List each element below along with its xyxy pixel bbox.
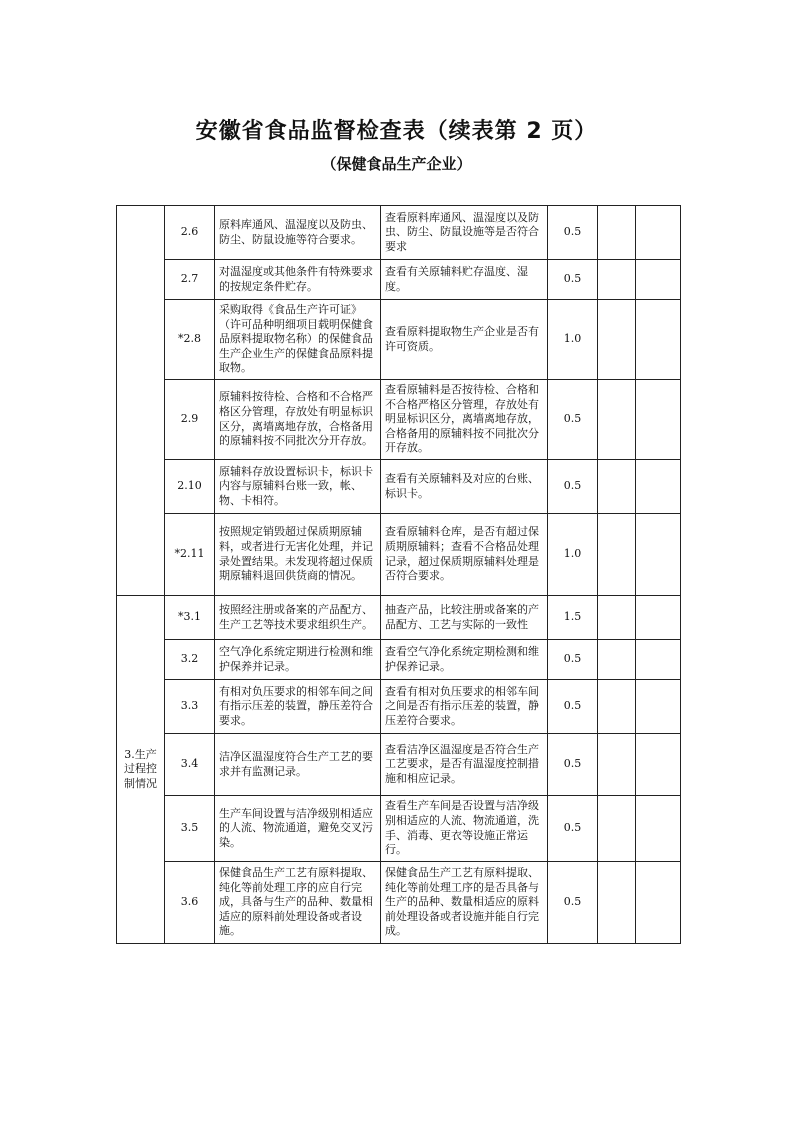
score-value: 0.5 (548, 206, 598, 260)
requirement-text: 按照经注册或备案的产品配方、生产工艺等技术要求组织生产。 (215, 596, 381, 640)
score-value: 0.5 (548, 380, 598, 460)
requirement-text: 对温湿度或其他条件有特殊要求的按规定条件贮存。 (215, 260, 381, 300)
requirement-text: 按照规定销毁超过保质期原辅料，或者进行无害化处理，并记录处置结果。未发现将超过保质期原辅料退回供货商的情况。 (215, 514, 381, 596)
score-value: 0.5 (548, 680, 598, 734)
table-row (117, 300, 681, 380)
item-number: 2.6 (165, 206, 215, 260)
requirement-text: 生产车间设置与洁净级别相适应的人流、物流通道，避免交叉污染。 (215, 796, 381, 862)
score-value: 0.5 (548, 640, 598, 680)
item-number: 2.7 (165, 260, 215, 300)
requirement-text: 保健食品生产工艺有原料提取、纯化等前处理工序的应自行完成，具备与生产的品种、数量相适应的原料前处理设备或者设施。 (215, 862, 381, 944)
item-number: 3.5 (165, 796, 215, 862)
inspection-method-text: 查看有相对负压要求的相邻车间之间是否有指示压差的装置，静压差符合要求。 (381, 680, 548, 734)
inspection-table (116, 205, 681, 944)
score-value: 0.5 (548, 460, 598, 514)
score-value: 0.5 (548, 734, 598, 796)
table-row (117, 514, 681, 596)
item-number: 3.6 (165, 862, 215, 944)
table-row (117, 734, 681, 796)
requirement-text: 原料库通风、温湿度以及防虫、防尘、防鼠设施等符合要求。 (215, 206, 381, 260)
page-title: 安徽省食品监督检查表（续表第 2 页） (195, 119, 598, 144)
requirement-text: 原辅料存放设置标识卡，标识卡内容与原辅料台账一致，帐、物、卡相符。 (215, 460, 381, 514)
remark-cell (636, 862, 681, 944)
page-subtitle: （保健食品生产企业） (321, 155, 472, 173)
result-cell (598, 300, 636, 380)
table-row (117, 206, 681, 260)
score-value: 0.5 (548, 260, 598, 300)
category-cell-3: 3.生产过程控制情况 (117, 596, 165, 944)
inspection-method-text: 查看空气净化系统定期检测和维护保养记录。 (381, 640, 548, 680)
inspection-method-text: 查看原辅料仓库，是否有超过保质期原辅料；查看不合格品处理记录，超过保质期原辅料处理是否符合要求。 (381, 514, 548, 596)
remark-cell (636, 300, 681, 380)
inspection-method-text: 查看洁净区温湿度是否符合生产工艺要求，是否有温湿度控制措施和相应记录。 (381, 734, 548, 796)
requirement-text: 洁净区温湿度符合生产工艺的要求并有监测记录。 (215, 734, 381, 796)
score-value: 0.5 (548, 796, 598, 862)
item-number: 3.3 (165, 680, 215, 734)
result-cell (598, 796, 636, 862)
inspection-method-text: 查看生产车间是否设置与洁净级别相适应的人流、物流通道，洗手、消毒、更衣等设施正常运行。 (381, 796, 548, 862)
remark-cell (636, 260, 681, 300)
item-number: 3.2 (165, 640, 215, 680)
remark-cell (636, 460, 681, 514)
result-cell (598, 260, 636, 300)
table-row (117, 596, 681, 640)
item-number: *2.11 (165, 514, 215, 596)
remark-cell (636, 640, 681, 680)
result-cell (598, 460, 636, 514)
table-row (117, 862, 681, 944)
score-value: 0.5 (548, 862, 598, 944)
score-value: 1.0 (548, 514, 598, 596)
requirement-text: 采购取得《食品生产许可证》（许可品种明细项目载明保健食品原料提取物名称）的保健食品生产企业生产的保健食品原料提取物。 (215, 300, 381, 380)
requirement-text: 空气净化系统定期进行检测和维护保养并记录。 (215, 640, 381, 680)
inspection-method-text: 查看原辅料是否按待检、合格和不合格严格区分管理，存放处有明显标识区分，离墙离地存放，合格备用的原辅料按不同批次分开存放。 (381, 380, 548, 460)
item-number: 3.4 (165, 734, 215, 796)
inspection-method-text: 查看原料库通风、温湿度以及防虫、防尘、防鼠设施等是否符合要求 (381, 206, 548, 260)
table-row (117, 796, 681, 862)
result-cell (598, 596, 636, 640)
result-cell (598, 640, 636, 680)
result-cell (598, 206, 636, 260)
item-number: 2.9 (165, 380, 215, 460)
requirement-text: 原辅料按待检、合格和不合格严格区分管理，存放处有明显标识区分，离墙离地存放，合格备用的原辅料按不同批次分开存放。 (215, 380, 381, 460)
result-cell (598, 380, 636, 460)
item-number: *3.1 (165, 596, 215, 640)
score-value: 1.5 (548, 596, 598, 640)
inspection-method-text: 查看原料提取物生产企业是否有许可资质。 (381, 300, 548, 380)
result-cell (598, 680, 636, 734)
inspection-method-text: 查看有关原辅料及对应的台账、标识卡。 (381, 460, 548, 514)
result-cell (598, 734, 636, 796)
inspection-method-text: 保健食品生产工艺有原料提取、纯化等前处理工序的是否具备与生产的品种、数量相适应的原料前处理设备或者设施并能自行完成。 (381, 862, 548, 944)
remark-cell (636, 206, 681, 260)
inspection-method-text: 查看有关原辅料贮存温度、湿度。 (381, 260, 548, 300)
inspection-method-text: 抽查产品，比较注册或备案的产品配方、工艺与实际的一致性 (381, 596, 548, 640)
table-row (117, 460, 681, 514)
item-number: 2.10 (165, 460, 215, 514)
remark-cell (636, 380, 681, 460)
table-row (117, 380, 681, 460)
remark-cell (636, 734, 681, 796)
table-row (117, 260, 681, 300)
table-row (117, 680, 681, 734)
remark-cell (636, 796, 681, 862)
remark-cell (636, 596, 681, 640)
score-value: 1.0 (548, 300, 598, 380)
category-cell-2 (117, 206, 165, 596)
table-row (117, 640, 681, 680)
remark-cell (636, 514, 681, 596)
item-number: *2.8 (165, 300, 215, 380)
result-cell (598, 514, 636, 596)
remark-cell (636, 680, 681, 734)
result-cell (598, 862, 636, 944)
requirement-text: 有相对负压要求的相邻车间之间有指示压差的装置，静压差符合要求。 (215, 680, 381, 734)
